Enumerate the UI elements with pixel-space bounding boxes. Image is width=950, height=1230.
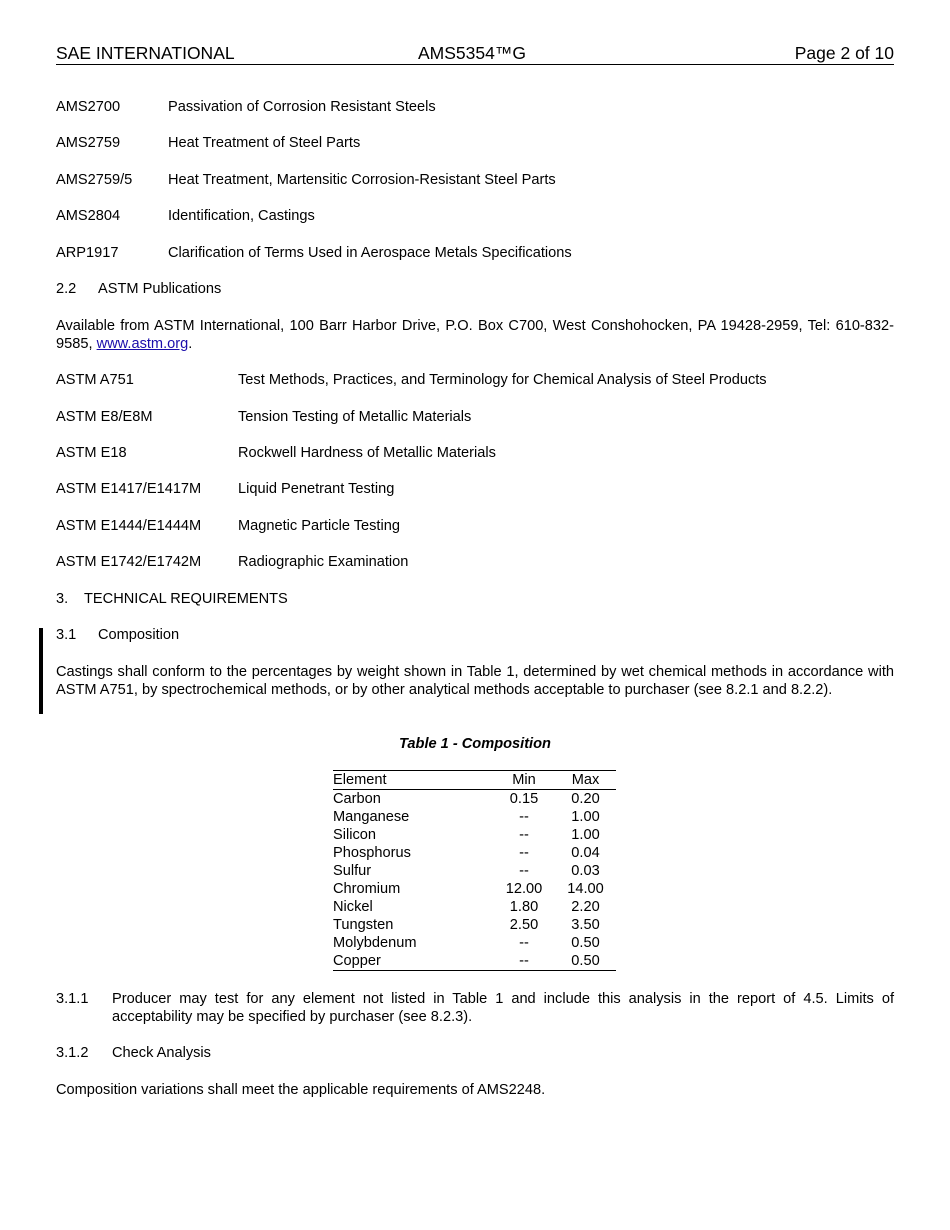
table-cell-min: 12.00 (505, 881, 543, 897)
ref-code: ASTM E8/E8M (56, 409, 153, 425)
table-cell-max: 1.00 (571, 809, 600, 825)
table-cell-max: 2.20 (571, 899, 600, 915)
ref-code: AMS2804 (56, 208, 121, 224)
table-cell-max: 0.50 (571, 935, 600, 951)
ref-title: Magnetic Particle Testing (238, 518, 400, 534)
table-row (333, 826, 616, 844)
table-cell-element: Copper (333, 953, 381, 969)
table-header-row (333, 771, 616, 790)
table-row (333, 844, 616, 862)
ref-title: Radiographic Examination (238, 554, 409, 570)
table-caption: Table 1 - Composition (399, 736, 551, 752)
table-cell-max: 0.04 (571, 845, 600, 861)
section-number: 3.1 (56, 627, 77, 643)
ref-title: Liquid Penetrant Testing (238, 481, 395, 497)
header-doc-number: AMS5354™G (418, 43, 526, 63)
section-number: 3. (56, 591, 69, 607)
composition-table (333, 770, 616, 971)
revision-change-bar (39, 628, 43, 714)
table-row (333, 862, 616, 880)
composition-paragraph: Castings shall conform to the percentages by weight shown in Table 1, determined by wet chemical methods in accordance with ASTM A751, by spectrochemical methods, or by other analytical methods acceptable to purchaser (see 8.2.1 and 8.2.2). (56, 664, 894, 698)
section-heading: TECHNICAL REQUIREMENTS (84, 591, 288, 607)
ref-title: Heat Treatment of Steel Parts (168, 135, 361, 151)
availability-text: Available from ASTM International, 100 Barr Harbor Drive, P.O. Box C700, West Conshohocken, PA 19428-2959, Tel: 610-832-9585, (56, 318, 894, 352)
section-number: 2.2 (56, 281, 77, 297)
table-cell-element: Nickel (333, 899, 373, 915)
table-row (333, 916, 616, 934)
table-cell-element: Molybdenum (333, 935, 417, 951)
table-row (333, 898, 616, 916)
table-cell-min: -- (519, 827, 529, 843)
table-cell-element: Phosphorus (333, 845, 411, 861)
ref-title: Passivation of Corrosion Resistant Steels (168, 99, 436, 115)
table-cell-min: -- (519, 845, 529, 861)
table-cell-element: Chromium (333, 881, 401, 897)
table-row (333, 808, 616, 826)
ref-title: Rockwell Hardness of Metallic Materials (238, 445, 496, 461)
ref-code: AMS2759/5 (56, 172, 133, 188)
section-number: 3.1.2 (56, 1045, 89, 1061)
ref-title: Tension Testing of Metallic Materials (238, 409, 472, 425)
ref-code: AMS2700 (56, 99, 121, 115)
table-cell-min: -- (519, 809, 529, 825)
table-cell-min: 0.15 (509, 791, 539, 807)
page-header (56, 43, 894, 65)
ref-title: Clarification of Terms Used in Aerospace Metals Specifications (168, 245, 572, 261)
table-cell-element: Manganese (333, 809, 410, 825)
ref-title: Identification, Castings (168, 208, 315, 224)
ref-code: AMS2759 (56, 135, 121, 151)
availability-paragraph (56, 317, 894, 353)
ref-code: ASTM E1444/E1444M (56, 518, 202, 534)
table-cell-min: -- (519, 935, 529, 951)
section-number: 3.1.1 (56, 991, 89, 1007)
producer-test-paragraph: Producer may test for any element not listed in Table 1 and include this analysis in the report of 4.5. Limits of acceptability may be specified by purchaser (see 8.2.3). (112, 991, 894, 1025)
section-heading: Check Analysis (112, 1045, 211, 1061)
ref-code: ARP1917 (56, 245, 119, 261)
table-cell-element: Sulfur (333, 863, 372, 879)
table-cell-max: 0.03 (571, 863, 600, 879)
table-cell-max: 0.20 (571, 791, 600, 807)
table-header-cell: Element (333, 772, 387, 788)
ref-title: Test Methods, Practices, and Terminology for Chemical Analysis of Steel Products (238, 372, 767, 388)
table-cell-max: 14.00 (567, 881, 604, 897)
ref-code: ASTM E1417/E1417M (56, 481, 202, 497)
ref-code: ASTM E1742/E1742M (56, 554, 202, 570)
table-row (333, 880, 616, 898)
table-cell-max: 3.50 (571, 917, 600, 933)
ref-code: ASTM E18 (56, 445, 127, 461)
table-row (333, 790, 616, 809)
section-heading: Composition (98, 627, 180, 643)
availability-tail: . (188, 336, 193, 352)
table-cell-min: 1.80 (509, 899, 539, 915)
table-cell-element: Tungsten (333, 917, 394, 933)
table-cell-element: Carbon (333, 791, 381, 807)
header-org: SAE INTERNATIONAL (56, 43, 235, 63)
table-header-cell: Max (571, 772, 600, 788)
check-analysis-paragraph: Composition variations shall meet the applicable requirements of AMS2248. (56, 1082, 546, 1098)
table-row (333, 952, 616, 971)
table-row (333, 934, 616, 952)
astm-link[interactable]: www.astm.org (96, 336, 189, 352)
section-heading: ASTM Publications (98, 281, 222, 297)
ref-title: Heat Treatment, Martensitic Corrosion-Resistant Steel Parts (168, 172, 556, 188)
table-header-cell: Min (512, 772, 536, 788)
table-cell-element: Silicon (333, 827, 376, 843)
table-cell-max: 1.00 (571, 827, 600, 843)
table-cell-min: -- (519, 863, 529, 879)
table-cell-min: -- (519, 953, 529, 969)
ref-code: ASTM A751 (56, 372, 134, 388)
table-cell-max: 0.50 (571, 953, 600, 969)
table-cell-min: 2.50 (509, 917, 539, 933)
header-page-number: Page 2 of 10 (794, 43, 894, 63)
